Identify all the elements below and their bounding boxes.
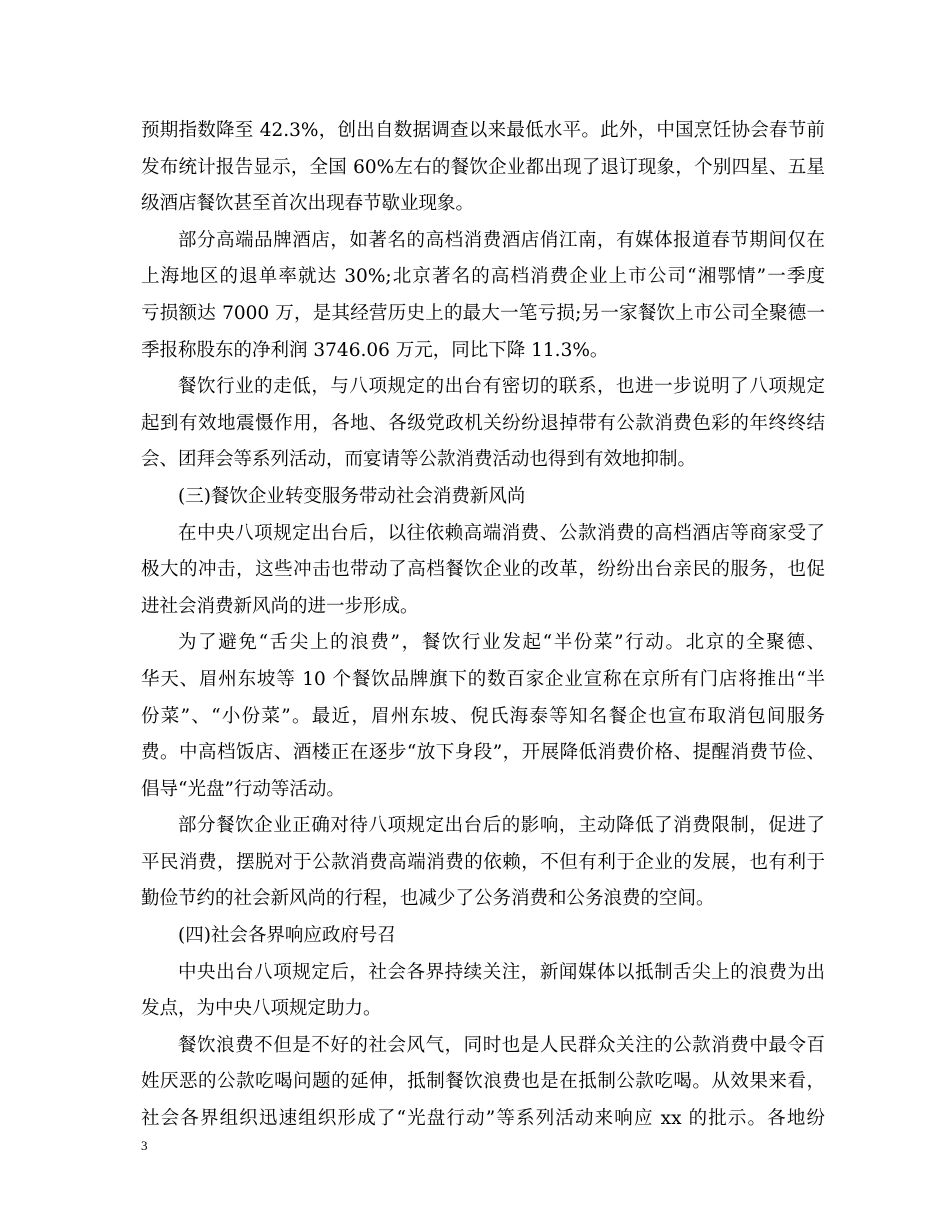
- text-line: 发点，为中央八项规定助力。: [141, 998, 382, 1020]
- paragraph-first-line: 部分高端品牌酒店，如著名的高档消费酒店俏江南，有媒体报道春节期间仅在: [178, 229, 825, 251]
- text-line: 季报称股东的净利润 3746.06 万元，同比下降 11.3%。: [141, 339, 609, 361]
- text-line: 预期指数降至 42.3%，创出自数据调查以来最低水平。此外，中国烹饪协会春节前: [141, 120, 825, 141]
- text-line: 社会各界组织迅速组织形成了“光盘行动”等系列活动来响应 xx 的批示。各地纷: [141, 1108, 825, 1130]
- text-line: 进社会消费新风尚的进一步形成。: [141, 595, 419, 617]
- text-line: 发布统计报告显示，全国 60%左右的餐饮企业都出现了退订现象，个别四星、五星: [141, 156, 825, 178]
- text-line: 倡导“光盘”行动等活动。: [141, 778, 345, 800]
- paragraph-first-line: 餐饮浪费不但是不好的社会风气，同时也是人民群众关注的公款消费中最令百: [178, 1034, 825, 1056]
- text-line: 姓厌恶的公款吃喝问题的延伸，抵制餐饮浪费也是在抵制公款吃喝。从效果来看，: [141, 1071, 825, 1093]
- text-line: 极大的冲击，这些冲击也带动了高档餐饮企业的改革，纷纷出台亲民的服务，也促: [141, 559, 825, 581]
- text-line: 亏损额达 7000 万，是其经营历史上的最大一笔亏损;另一家餐饮上市公司全聚德一: [141, 302, 825, 324]
- paragraph-first-line: 餐饮行业的走低，与八项规定的出台有密切的联系，也进一步说明了八项规定: [178, 376, 825, 398]
- text-line: 份菜”、“小份菜”。最近，眉州东坡、倪氏海泰等知名餐企也宣布取消包间服务: [141, 705, 825, 727]
- section-heading: (四)社会各界响应政府号召: [178, 925, 396, 947]
- paragraph-first-line: 部分餐饮企业正确对待八项规定出台后的影响，主动降低了消费限制，促进了: [178, 815, 825, 837]
- text-line: 华天、眉州东坡等 10 个餐饮品牌旗下的数百家企业宣称在京所有门店将推出“半: [141, 668, 825, 690]
- text-line: 上海地区的退单率就达 30%;北京著名的高档消费企业上市公司“湘鄂情”一季度: [141, 266, 825, 288]
- text-line: 平民消费，摆脱对于公款消费高端消费的依赖，不但有利于企业的发展，也有利于: [141, 851, 825, 873]
- text-line: 级酒店餐饮甚至首次出现春节歇业现象。: [141, 193, 475, 215]
- section-heading: (三)餐饮企业转变服务带动社会消费新风尚: [178, 485, 526, 507]
- paragraph-first-line: 在中央八项规定出台后，以往依赖高端消费、公款消费的高档酒店等商家受了: [178, 522, 825, 544]
- body-text: [141, 113, 825, 1138]
- text-line: 会、团拜会等系列活动，而宴请等公款消费活动也得到有效地抑制。: [141, 449, 697, 471]
- paragraph-first-line: 中央出台八项规定后，社会各界持续关注，新闻媒体以抵制舌尖上的浪费为出: [178, 961, 825, 983]
- page-number: 3: [141, 1138, 148, 1153]
- text-line: 勤俭节约的社会新风尚的行程，也减少了公务消费和公务浪费的空间。: [141, 888, 715, 910]
- text-line: 起到有效地震慑作用，各地、各级党政机关纷纷退掉带有公款消费色彩的年终终结: [141, 412, 825, 434]
- paragraph-first-line: 为了避免“舌尖上的浪费”，餐饮行业发起“半份菜”行动。北京的全聚德、: [178, 632, 825, 654]
- text-line: 费。中高档饭店、酒楼正在逐步“放下身段”，开展降低消费价格、提醒消费节俭、: [141, 742, 825, 764]
